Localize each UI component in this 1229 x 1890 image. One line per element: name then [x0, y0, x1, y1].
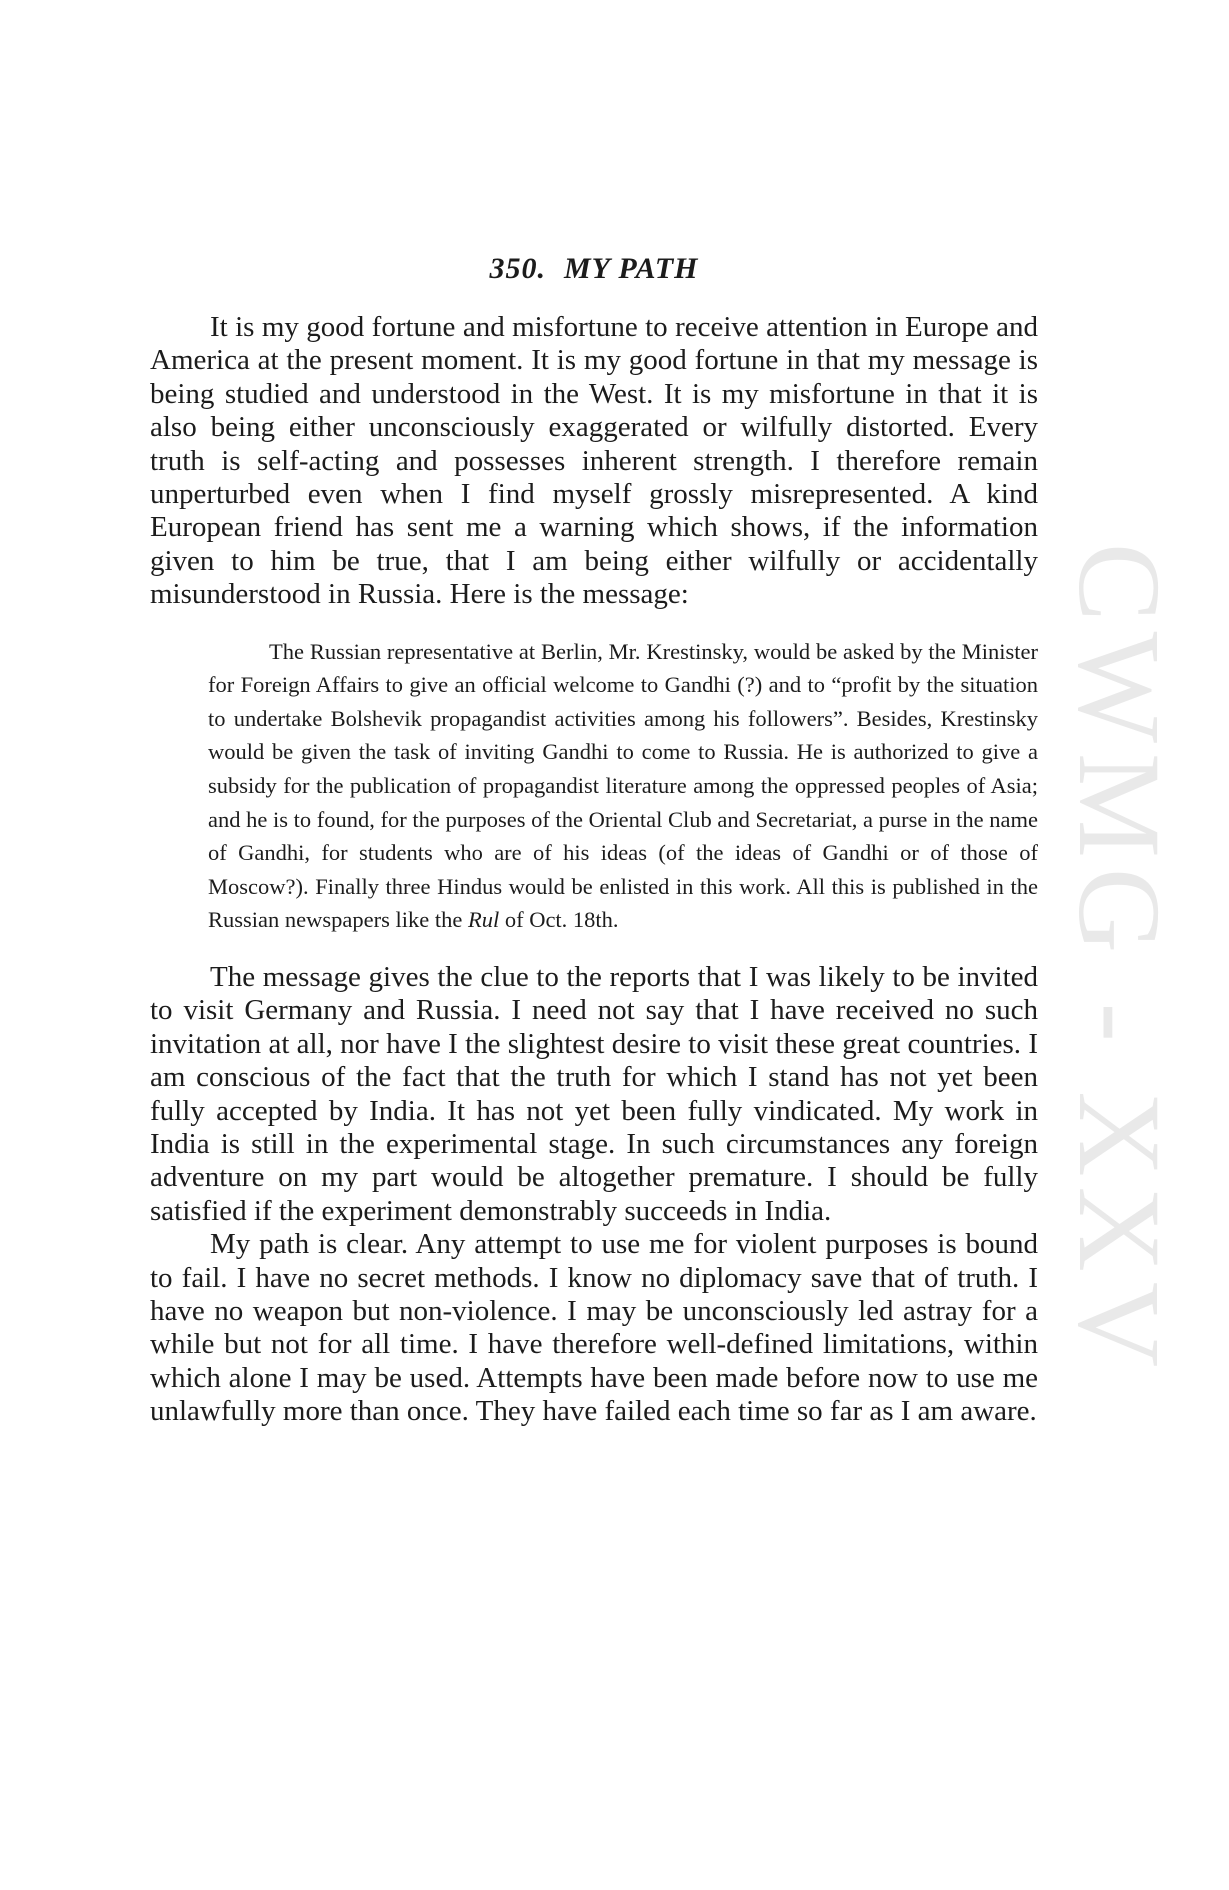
item-title: MY PATH — [564, 252, 699, 285]
paragraph-response: The message gives the clue to the reports that I was likely to be invited to visit Germany and Russia. I need not say that I have received no such invitation at all, nor have I the slightest desire to visit these great countries. I am conscious of the fact that the truth for which I stand has not yet been fully accepted by India. It has not yet been fully vindicated. My work in India is still in the experimental stage. In such circumstances any foreign adventure on my part would be altogether premature. I should be fully satisfied if the experiment demonstrably succeeds in India. — [150, 961, 1038, 1227]
watermark-text: CWMG - XXV — [1054, 542, 1186, 1378]
page-title — [150, 245, 1038, 293]
watermark — [1054, 490, 1186, 1430]
paragraph-my-path: My path is clear. Any attempt to use me for violent purposes is bound to fail. I have no secret methods. I know no diplomacy save that of truth. I have no weapon but non-violence. I may be unconsciously led astray for a while but not for all time. I have therefore well-defined limitations, within which alone I may be used. Attempts have been made before now to use me unlawfully more than once. They have failed each time so far as I am aware. — [150, 1228, 1038, 1428]
document-page — [150, 245, 1038, 1429]
quote-text-end: of Oct. 18th. — [499, 907, 619, 933]
item-number: 350. — [489, 252, 546, 285]
paragraph-intro: It is my good fortune and misfortune to receive attention in Europe and America at the present moment. It is my good fortune in that my message is being studied and understood in the West. It is my misfortune in that it is also being either unconsciously exaggerated or wilfully distorted. Every truth is self-acting and possesses inherent strength. I therefore remain unperturbed even when I find myself grossly misrepresented. A kind European friend has sent me a warning which shows, if the information given to him be true, that I am being either wilfully or accidentally misunderstood in Russia. Here is the message: — [150, 311, 1038, 611]
block-quote — [208, 635, 1038, 937]
quote-text: The Russian representative at Berlin, Mr. Krestinsky, would be asked by the Minister for Foreign Affairs to give an official welcome to Gandhi (?) and to “profit by the situation to undertake Bolshevik propagandist activities among his followers”. Besides, Krestinsky would be given the task of inviting Gandhi to come to Russia. He is authorized to give a subsidy for the publication of propagandist literature among the oppressed peoples of Asia; and he is to found, for the purposes of the Oriental Club and Secretariat, a purse in the name of Gandhi, for students who are of his ideas (of the ideas of Gandhi or of those of Moscow?). Finally three Hindus would be enlisted in this work. All this is published in the Russian newspapers like the — [208, 638, 1038, 933]
newspaper-name: Rul — [467, 907, 500, 933]
